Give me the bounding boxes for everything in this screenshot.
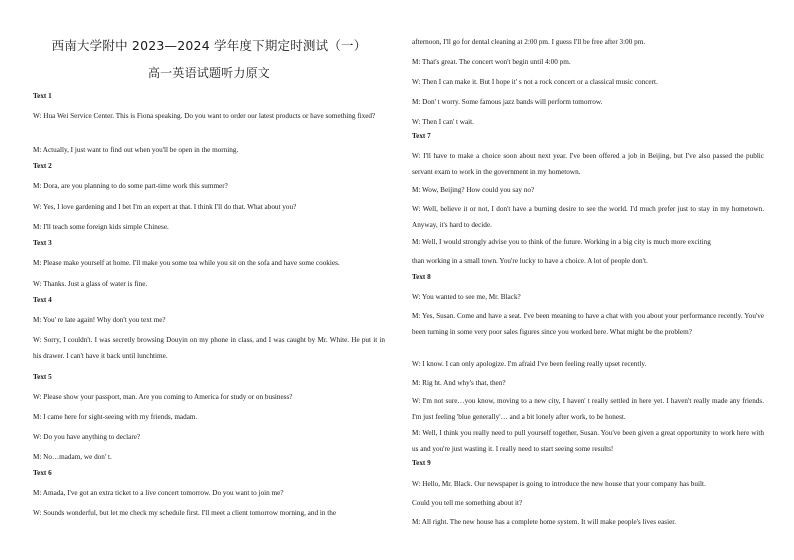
transcript-line: M: Dora, are you planning to do some part-time work this summer? [33, 182, 228, 190]
section-label: Text 9 [412, 459, 431, 467]
transcript-line: W: Hua Wei Service Center. This is Fiona speaking. Do you want to order our latest products or have something fixed? [33, 112, 376, 120]
section-label: Text 1 [33, 92, 52, 100]
transcript-line: W: Sorry, I couldn't. I was secretly browsing Douyin on my phone in class, and I was caught by Mr. White. He put it in his drawer. I can't have it back until lunchtime. [33, 336, 385, 360]
transcript-line: M: Rig ht. And why's that, then? [412, 379, 506, 387]
transcript-line: W: You wanted to see me, Mr. Black? [412, 293, 521, 301]
transcript-line: M: Yes, Susan. Come and have a seat. I've been meaning to have a chat with you about your performance recently. You've been turning in some very poor sales figures since you worked here. What might be the problem? [412, 312, 764, 336]
transcript-line: M: Don' t worry. Some famous jazz bands will perform tomorrow. [412, 98, 603, 106]
transcript-line: M: I'll teach some foreign kids simple Chinese. [33, 223, 169, 231]
transcript-line: W: Hello, Mr. Black. Our newspaper is going to introduce the new house that your company has built. [412, 480, 706, 488]
transcript-line: W: Yes, I love gardening and I bet I'm an expert at that. I think I'll do that. What about you? [33, 203, 297, 211]
transcript-line: W: I'll have to make a choice soon about next year. I've been offered a job in Beijing, but I've also passed the public servant exam to work in the government in my hometown. [412, 152, 764, 176]
transcript-line: W: Sounds wonderful, but let me check my schedule first. I'll meet a client tomorrow morning, and in the [33, 509, 337, 517]
transcript-line: W: Please show your passport, man. Are you coming to America for study or on business? [33, 393, 293, 401]
transcript-line: W: Then I can' t wait. [412, 118, 474, 126]
section-label: Text 5 [33, 373, 52, 381]
transcript-line: W: Then I can make it. But I hope it' s not a rock concert or a classical music concert. [412, 78, 658, 86]
transcript-line: M: Please make yourself at home. I'll make you some tea while you sit on the sofa and have some cookies. [33, 259, 340, 267]
section-label: Text 8 [412, 273, 431, 281]
section-label: Text 7 [412, 132, 431, 140]
transcript-line: W: I know. I can only apologize. I'm afraid I've been feeling really upset recently. [412, 360, 647, 368]
transcript-line: afternoon, I'll go for dental cleaning at 2:00 pm. I guess I'll be free after 3:00 pm. [412, 38, 646, 46]
transcript-line: M: Wow, Beijing? How could you say no? [412, 186, 535, 194]
transcript-line: W: Do you have anything to declare? [33, 433, 141, 441]
transcript-line: than working in a small town. You're lucky to have a choice. A lot of people don't. [412, 257, 648, 265]
transcript-line: M: All right. The new house has a complete home system. It will make people's lives easier. [412, 518, 677, 526]
section-label: Text 4 [33, 296, 52, 304]
document-title: 西南大学附中 2023—2024 学年度下期定时测试（一） [51, 38, 367, 53]
transcript-line: W: Well, believe it or not, I don't have a burning desire to see the world. I'd much prefer just to stay in my hometown. Anyway, it's hard to decide. [412, 205, 764, 229]
transcript-line: M: Well, I think you really need to pull yourself together, Susan. You've been given a great opportunity to work here with us and you're just wasting it. I really need to start seeing some results! [412, 429, 764, 453]
transcript-line: M: Well, I would strongly advise you to think of the future. Working in a big city is much more exciting [412, 238, 711, 246]
transcript-line: M: That's great. The concert won't begin until 4:00 pm. [412, 58, 571, 66]
transcript-line: Could you tell me something about it? [412, 499, 523, 507]
transcript-line: M: I came here for sight-seeing with my friends, madam. [33, 413, 198, 421]
transcript-line: W: I'm not sure…you know, moving to a new city, I haven' t really settled in here yet. I haven't really made any friends. I'm just feeling 'blue generally'… and a bit lonely after work, to be honest. [412, 397, 764, 421]
transcript-line: M: Amada, I've got an extra ticket to a live concert tomorrow. Do you want to join me? [33, 489, 284, 497]
transcript-line: M: Actually, I just want to find out when you'll be open in the morning. [33, 146, 239, 154]
section-label: Text 2 [33, 162, 52, 170]
transcript-line: W: Thanks. Just a glass of water is fine. [33, 280, 148, 288]
section-label: Text 3 [33, 239, 52, 247]
document-subtitle: 高一英语试题听力原文 [147, 66, 270, 80]
section-label: Text 6 [33, 469, 52, 477]
transcript-line: M: You' re late again! Why don't you text me? [33, 316, 166, 324]
transcript-line: M: No…madam, we don' t. [33, 453, 112, 461]
